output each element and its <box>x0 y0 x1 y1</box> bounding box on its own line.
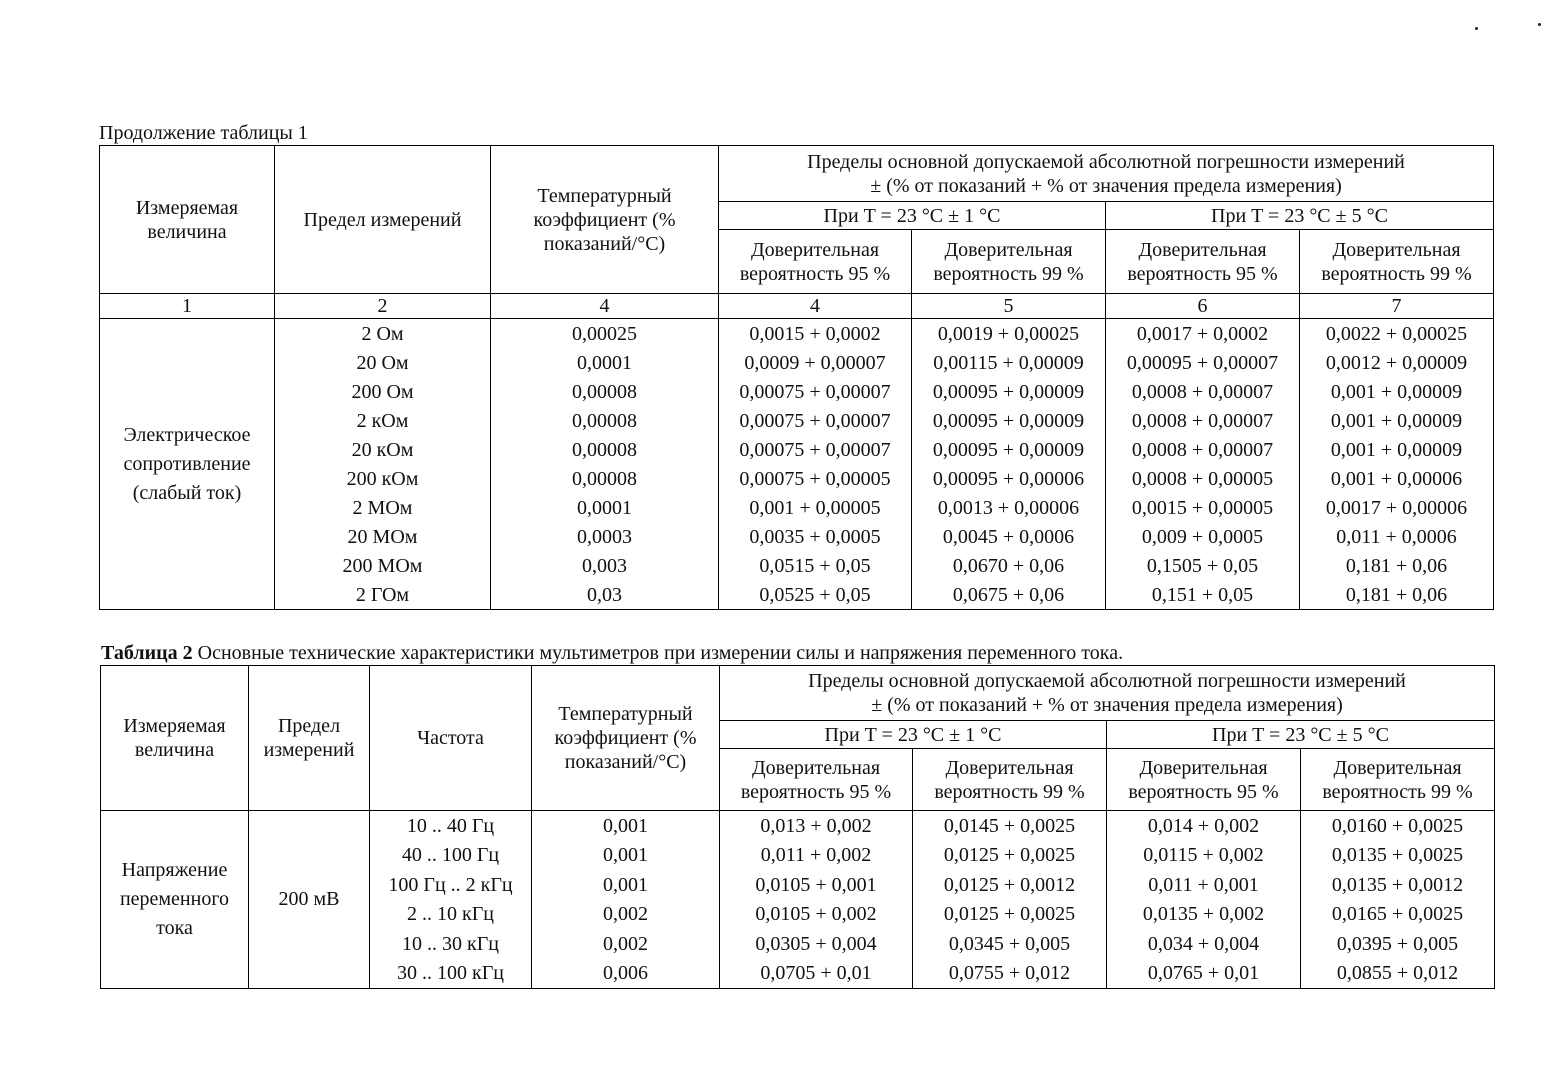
error-99-t5-cell: 0,0395 + 0,005 <box>1301 929 1495 959</box>
error-95-t5-cell: 0,0765 + 0,01 <box>1107 959 1301 989</box>
error-99-t5-cell: 0,0855 + 0,012 <box>1301 959 1495 989</box>
error-99-t5-cell: 0,0135 + 0,0025 <box>1301 841 1495 871</box>
header-p99: Доверительная вероятность 99 % <box>1300 230 1494 294</box>
table2-caption-label: Таблица 2 <box>101 642 193 664</box>
range-cell: 2 ГОм <box>275 580 491 610</box>
error-99-t1-cell: 0,00095 + 0,00009 <box>912 377 1106 406</box>
header-t5: При T = 23 °C ± 5 °C <box>1107 721 1495 749</box>
table-row <box>101 811 1495 841</box>
error-99-t5-cell: 0,001 + 0,00009 <box>1300 377 1494 406</box>
error-99-t1-cell: 0,00095 + 0,00006 <box>912 464 1106 493</box>
temp-coef-cell: 0,00008 <box>491 377 719 406</box>
error-95-t1-cell: 0,00075 + 0,00005 <box>719 464 912 493</box>
temp-coef-cell: 0,00008 <box>491 435 719 464</box>
error-99-t5-cell: 0,0017 + 0,00006 <box>1300 493 1494 522</box>
range-cell: 200 мВ <box>249 811 370 989</box>
temp-coef-cell: 0,002 <box>532 900 720 930</box>
error-95-t5-cell: 0,0135 + 0,002 <box>1107 900 1301 930</box>
temp-coef-cell: 0,001 <box>532 870 720 900</box>
error-95-t5-cell: 0,034 + 0,004 <box>1107 929 1301 959</box>
column-number: 4 <box>491 294 719 319</box>
column-number: 1 <box>100 294 275 319</box>
header-p95: Доверительная вероятность 95 % <box>719 230 912 294</box>
header-limits-line2: ± (% от показаний + % от значения предела измерения) <box>871 694 1343 716</box>
header-p99: Доверительная вероятность 99 % <box>1301 749 1495 811</box>
error-99-t5-cell: 0,0160 + 0,0025 <box>1301 811 1495 841</box>
column-number: 5 <box>912 294 1106 319</box>
error-99-t1-cell: 0,0675 + 0,06 <box>912 580 1106 610</box>
header-t1: При T = 23 °C ± 1 °C <box>719 202 1106 230</box>
error-99-t5-cell: 0,001 + 0,00006 <box>1300 464 1494 493</box>
error-99-t1-cell: 0,0145 + 0,0025 <box>913 811 1107 841</box>
header-p99: Доверительная вероятность 99 % <box>912 230 1106 294</box>
column-number: 6 <box>1106 294 1300 319</box>
error-99-t5-cell: 0,001 + 0,00009 <box>1300 435 1494 464</box>
table-row <box>100 319 1494 349</box>
error-99-t1-cell: 0,0345 + 0,005 <box>913 929 1107 959</box>
scan-speck <box>1538 23 1541 26</box>
header-limits-line2: ± (% от показаний + % от значения предела измерения) <box>870 174 1342 197</box>
range-cell: 2 МОм <box>275 493 491 522</box>
error-99-t5-cell: 0,181 + 0,06 <box>1300 551 1494 580</box>
range-cell: 200 Ом <box>275 377 491 406</box>
error-99-t1-cell: 0,0670 + 0,06 <box>912 551 1106 580</box>
table2-caption-text: Основные технические характеристики мультиметров при измерении силы и напряжения переменного тока. <box>192 642 1124 664</box>
header-limits <box>719 146 1494 202</box>
frequency-cell: 2 .. 10 кГц <box>370 900 532 930</box>
error-99-t1-cell: 0,0045 + 0,0006 <box>912 522 1106 551</box>
temp-coef-cell: 0,0001 <box>491 493 719 522</box>
frequency-cell: 10 .. 40 Гц <box>370 811 532 841</box>
scan-speck <box>1475 27 1478 30</box>
temp-coef-cell: 0,00008 <box>491 464 719 493</box>
error-95-t1-cell: 0,00075 + 0,00007 <box>719 377 912 406</box>
header-range: Предел измерений <box>275 146 491 294</box>
error-95-t5-cell: 0,014 + 0,002 <box>1107 811 1301 841</box>
column-number: 4 <box>719 294 912 319</box>
error-95-t1-cell: 0,0105 + 0,001 <box>720 870 913 900</box>
error-99-t1-cell: 0,0013 + 0,00006 <box>912 493 1106 522</box>
range-cell: 20 Ом <box>275 348 491 377</box>
temp-coef-cell: 0,006 <box>532 959 720 989</box>
header-frequency: Частота <box>370 666 532 811</box>
error-99-t5-cell: 0,011 + 0,0006 <box>1300 522 1494 551</box>
temp-coef-cell: 0,002 <box>532 929 720 959</box>
range-cell: 200 кОм <box>275 464 491 493</box>
error-99-t5-cell: 0,0165 + 0,0025 <box>1301 900 1495 930</box>
error-95-t1-cell: 0,0105 + 0,002 <box>720 900 913 930</box>
error-95-t1-cell: 0,011 + 0,002 <box>720 841 913 871</box>
header-t1: При T = 23 °C ± 1 °C <box>720 721 1107 749</box>
range-cell: 20 кОм <box>275 435 491 464</box>
error-95-t1-cell: 0,0009 + 0,00007 <box>719 348 912 377</box>
temp-coef-cell: 0,001 <box>532 841 720 871</box>
error-95-t5-cell: 0,0008 + 0,00005 <box>1106 464 1300 493</box>
error-95-t5-cell: 0,0017 + 0,0002 <box>1106 319 1300 349</box>
error-99-t5-cell: 0,0012 + 0,00009 <box>1300 348 1494 377</box>
column-number: 2 <box>275 294 491 319</box>
error-95-t5-cell: 0,1505 + 0,05 <box>1106 551 1300 580</box>
error-95-t5-cell: 0,009 + 0,0005 <box>1106 522 1300 551</box>
table-row <box>100 435 1494 464</box>
header-p95: Доверительная вероятность 95 % <box>1107 749 1301 811</box>
error-95-t5-cell: 0,0008 + 0,00007 <box>1106 406 1300 435</box>
error-95-t1-cell: 0,0705 + 0,01 <box>720 959 913 989</box>
range-cell: 20 МОм <box>275 522 491 551</box>
error-99-t1-cell: 0,00095 + 0,00009 <box>912 406 1106 435</box>
header-t5: При T = 23 °C ± 5 °C <box>1106 202 1494 230</box>
error-95-t1-cell: 0,00075 + 0,00007 <box>719 435 912 464</box>
range-cell: 200 МОм <box>275 551 491 580</box>
temp-coef-cell: 0,0003 <box>491 522 719 551</box>
header-p99: Доверительная вероятность 99 % <box>913 749 1107 811</box>
temp-coef-cell: 0,00025 <box>491 319 719 349</box>
error-99-t1-cell: 0,00115 + 0,00009 <box>912 348 1106 377</box>
error-99-t5-cell: 0,001 + 0,00009 <box>1300 406 1494 435</box>
error-95-t1-cell: 0,001 + 0,00005 <box>719 493 912 522</box>
table1-caption: Продолжение таблицы 1 <box>99 122 308 144</box>
table-row <box>100 551 1494 580</box>
error-99-t1-cell: 0,0019 + 0,00025 <box>912 319 1106 349</box>
error-99-t1-cell: 0,0125 + 0,0012 <box>913 870 1107 900</box>
header-quantity: Измеряемая величина <box>100 146 275 294</box>
frequency-cell: 100 Гц .. 2 кГц <box>370 870 532 900</box>
frequency-cell: 40 .. 100 Гц <box>370 841 532 871</box>
error-95-t1-cell: 0,0515 + 0,05 <box>719 551 912 580</box>
error-99-t1-cell: 0,0125 + 0,0025 <box>913 900 1107 930</box>
error-99-t5-cell: 0,0135 + 0,0012 <box>1301 870 1495 900</box>
error-95-t5-cell: 0,0008 + 0,00007 <box>1106 435 1300 464</box>
range-cell: 2 кОм <box>275 406 491 435</box>
header-p95: Доверительная вероятность 95 % <box>720 749 913 811</box>
table2-caption <box>101 642 1123 664</box>
table-row <box>100 464 1494 493</box>
error-95-t1-cell: 0,0305 + 0,004 <box>720 929 913 959</box>
header-limits <box>720 666 1495 721</box>
error-99-t5-cell: 0,0022 + 0,00025 <box>1300 319 1494 349</box>
table1 <box>99 145 1494 610</box>
error-99-t1-cell: 0,0125 + 0,0025 <box>913 841 1107 871</box>
error-95-t1-cell: 0,0035 + 0,0005 <box>719 522 912 551</box>
header-p95: Доверительная вероятность 95 % <box>1106 230 1300 294</box>
temp-coef-cell: 0,00008 <box>491 406 719 435</box>
error-99-t1-cell: 0,0755 + 0,012 <box>913 959 1107 989</box>
quantity-cell: Напряжение переменного тока <box>101 811 249 989</box>
error-95-t5-cell: 0,00095 + 0,00007 <box>1106 348 1300 377</box>
column-number: 7 <box>1300 294 1494 319</box>
table2 <box>100 665 1495 989</box>
error-95-t5-cell: 0,0115 + 0,002 <box>1107 841 1301 871</box>
error-95-t5-cell: 0,0015 + 0,00005 <box>1106 493 1300 522</box>
range-cell: 2 Ом <box>275 319 491 349</box>
error-99-t5-cell: 0,181 + 0,06 <box>1300 580 1494 610</box>
error-95-t1-cell: 0,013 + 0,002 <box>720 811 913 841</box>
quantity-cell: Электрическое сопротивление (слабый ток) <box>100 319 275 610</box>
error-95-t5-cell: 0,151 + 0,05 <box>1106 580 1300 610</box>
temp-coef-cell: 0,0001 <box>491 348 719 377</box>
header-limits-line1: Пределы основной допускаемой абсолютной погрешности измерений <box>807 150 1405 173</box>
table-row <box>100 348 1494 377</box>
error-95-t5-cell: 0,011 + 0,001 <box>1107 870 1301 900</box>
temp-coef-cell: 0,001 <box>532 811 720 841</box>
temp-coef-cell: 0,003 <box>491 551 719 580</box>
error-99-t1-cell: 0,00095 + 0,00009 <box>912 435 1106 464</box>
table-row <box>100 522 1494 551</box>
frequency-cell: 30 .. 100 кГц <box>370 959 532 989</box>
header-limits-line1: Пределы основной допускаемой абсолютной погрешности измерений <box>808 670 1406 692</box>
header-temp-coef: Температурный коэффициент (% показаний/°C) <box>491 146 719 294</box>
table-row <box>100 493 1494 522</box>
header-range: Предел измерений <box>249 666 370 811</box>
error-95-t1-cell: 0,00075 + 0,00007 <box>719 406 912 435</box>
error-95-t1-cell: 0,0525 + 0,05 <box>719 580 912 610</box>
header-temp-coef: Температурный коэффициент (% показаний/°C) <box>532 666 720 811</box>
temp-coef-cell: 0,03 <box>491 580 719 610</box>
table-row <box>100 406 1494 435</box>
frequency-cell: 10 .. 30 кГц <box>370 929 532 959</box>
table-row <box>100 580 1494 610</box>
table-row <box>100 377 1494 406</box>
header-quantity: Измеряемая величина <box>101 666 249 811</box>
error-95-t1-cell: 0,0015 + 0,0002 <box>719 319 912 349</box>
error-95-t5-cell: 0,0008 + 0,00007 <box>1106 377 1300 406</box>
